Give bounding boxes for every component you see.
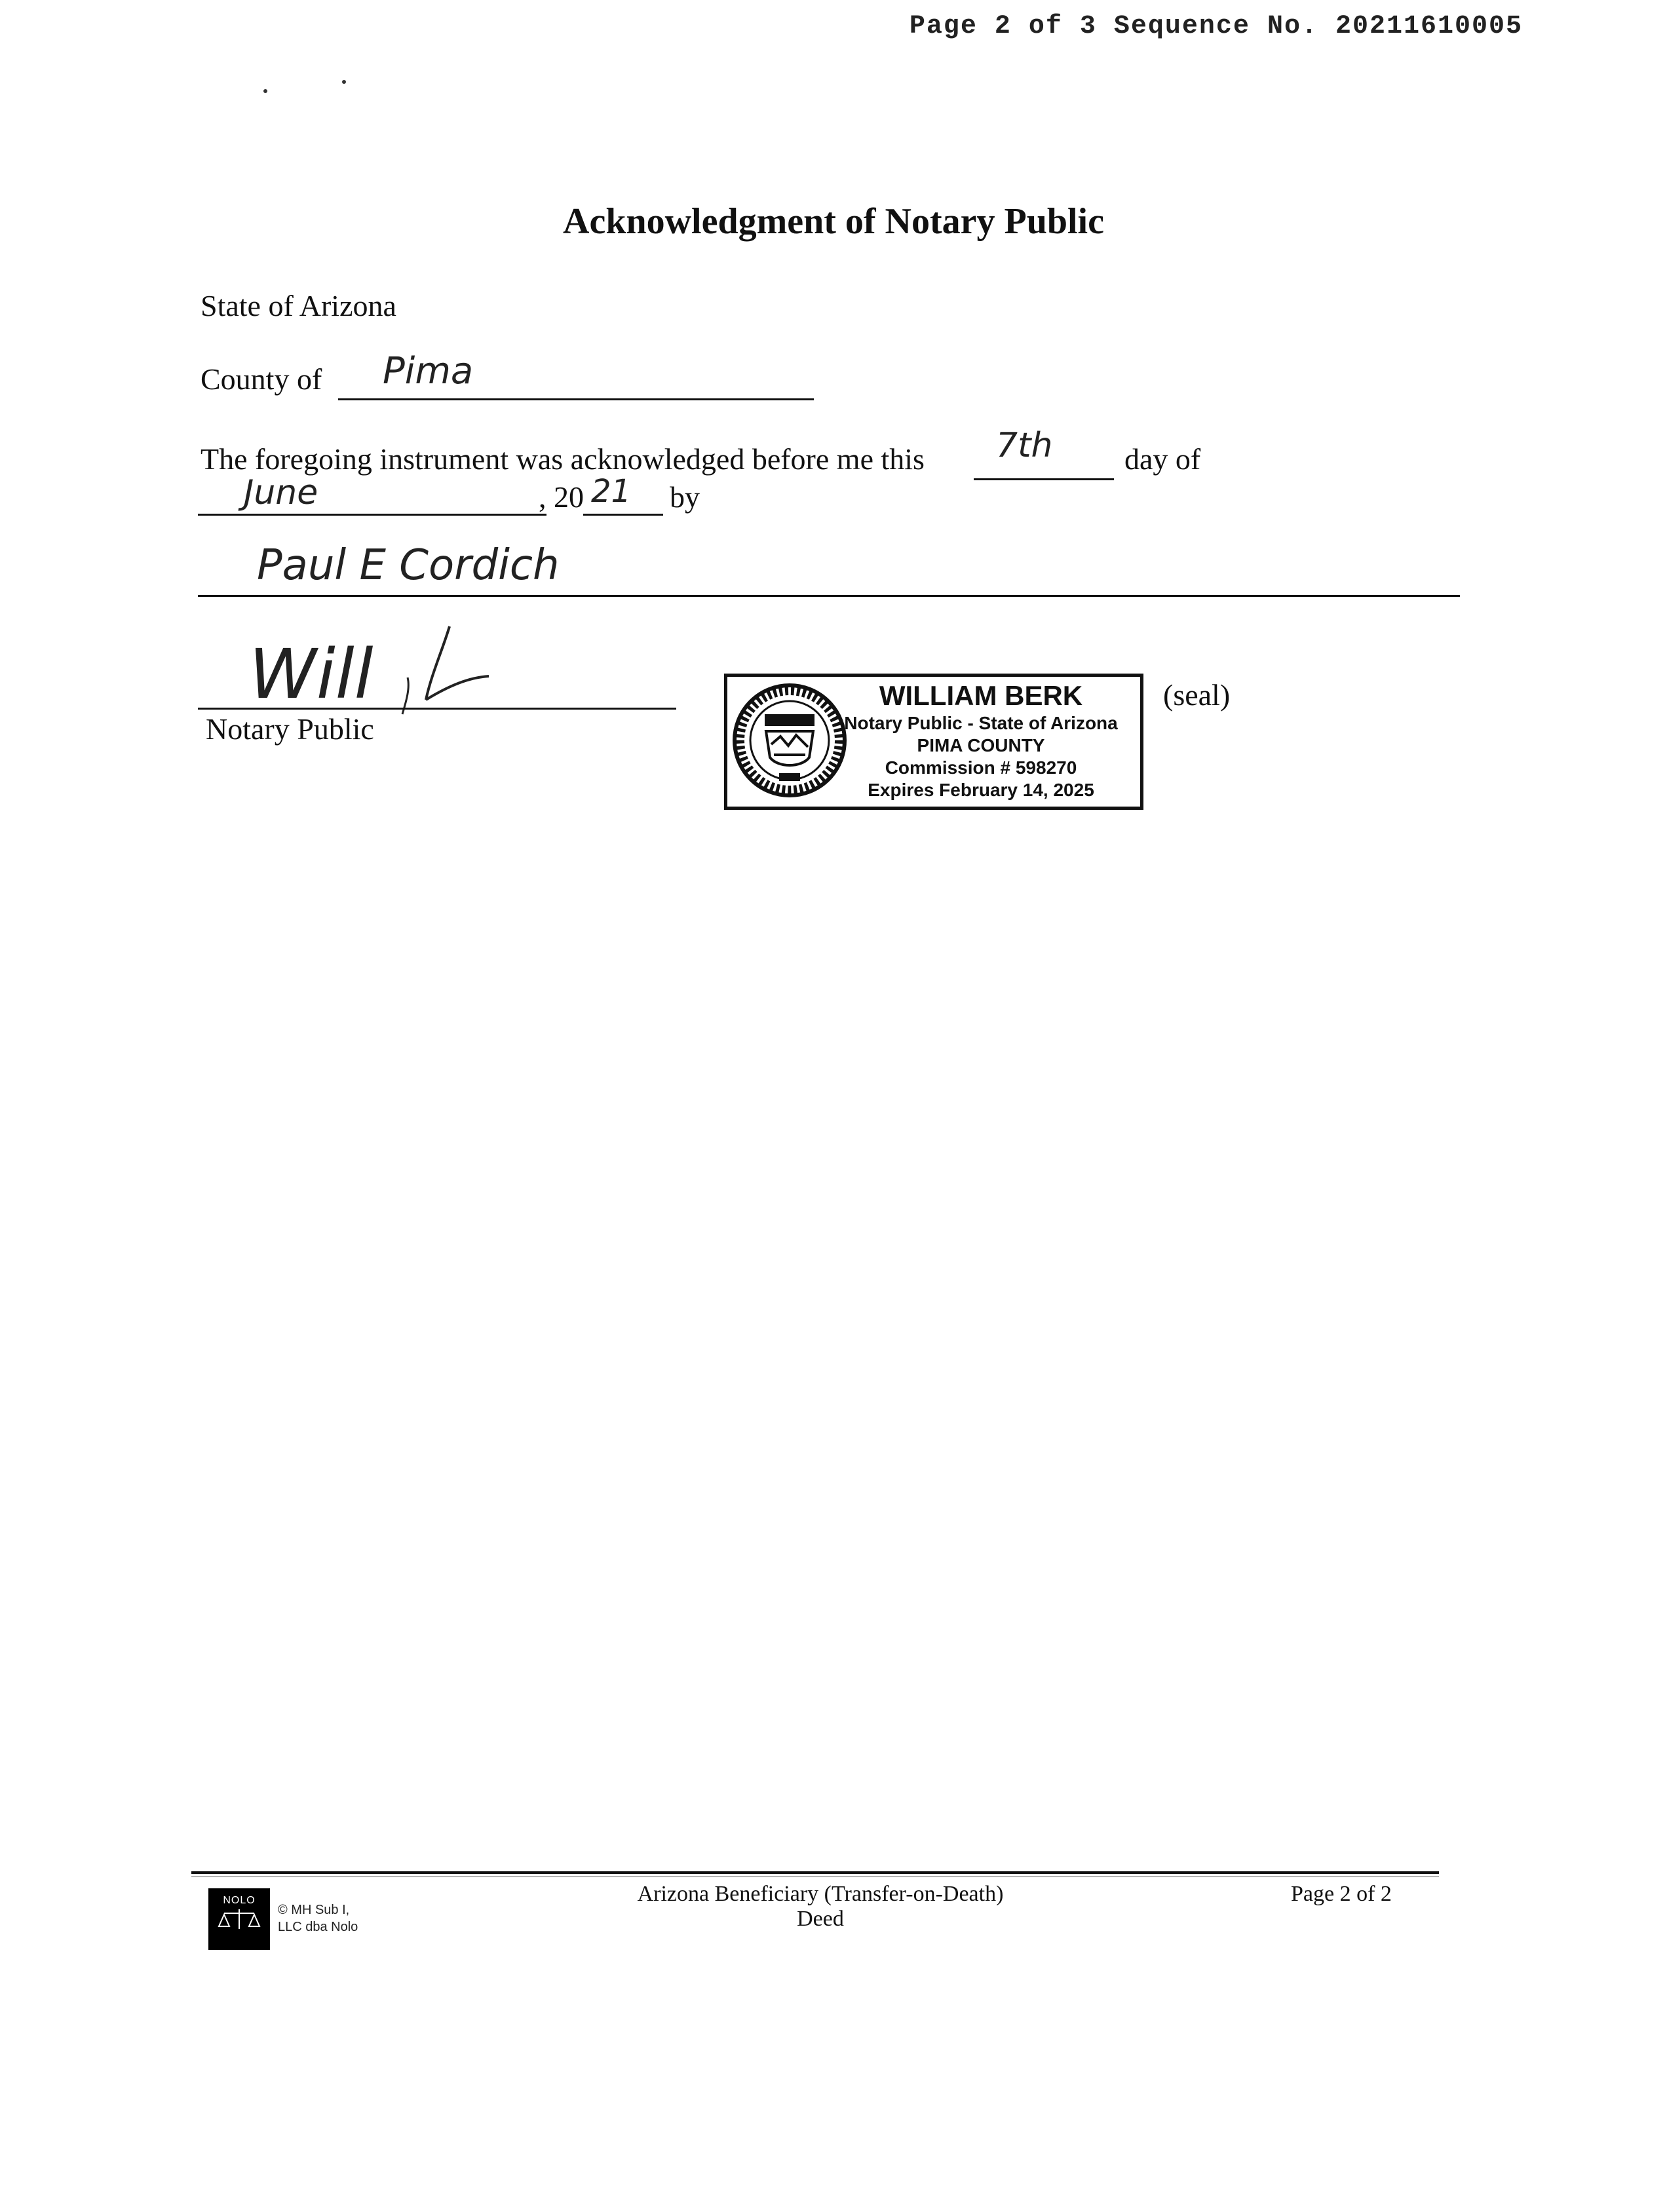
- notary-public-label: Notary Public: [206, 712, 374, 746]
- page-title: Acknowledgment of Notary Public: [563, 201, 1104, 242]
- recording-stamp: Page 2 of 3 Sequence No. 20211610005: [909, 12, 1523, 41]
- year-handwriting: 21: [591, 473, 632, 510]
- acknowledgment-text: The foregoing instrument was acknowledged before me this: [201, 442, 925, 476]
- day-handwriting: 7th: [996, 426, 1053, 465]
- year-prefix: , 20: [539, 480, 584, 514]
- month-handwriting: June: [244, 473, 318, 512]
- notary-stamp-name: WILLIAM BERK: [879, 680, 1083, 711]
- notary-stamp-line: Notary Public - State of Arizona: [844, 713, 1118, 733]
- footer-rule: [191, 1871, 1439, 1874]
- day-of-label: day of: [1124, 442, 1201, 476]
- notary-stamp-line: PIMA COUNTY: [917, 735, 1045, 755]
- county-handwriting: Pima: [383, 350, 474, 392]
- county-label: County of: [201, 362, 322, 396]
- footer-title-line: Arizona Beneficiary (Transfer-on-Death): [637, 1882, 1004, 1906]
- scan-speck: [342, 80, 346, 84]
- copyright-line: © MH Sub I,: [278, 1903, 350, 1917]
- signer-line: [198, 595, 1460, 597]
- state-line: State of Arizona: [201, 289, 396, 322]
- footer-document-title: [571, 1882, 1069, 1932]
- nolo-logo-text: NOLO: [223, 1895, 256, 1906]
- signature-flourish: [391, 622, 502, 721]
- scan-speck: [263, 89, 267, 93]
- seal-label: (seal): [1163, 678, 1231, 712]
- notary-signature-line: [198, 708, 676, 710]
- signer-handwriting: Paul E Cordich: [257, 541, 560, 590]
- notary-stamp-line: Commission # 598270: [885, 757, 1077, 778]
- by-label: by: [670, 480, 700, 514]
- footer-page-number: Page 2 of 2: [1291, 1882, 1392, 1906]
- scales-icon: [216, 1907, 262, 1933]
- notary-stamp-line: Expires February 14, 2025: [868, 780, 1094, 800]
- copyright-line: LLC dba Nolo: [278, 1920, 358, 1934]
- footer-title-line: Deed: [797, 1907, 844, 1931]
- notary-signature-handwriting: Will: [249, 634, 374, 714]
- nolo-logo: [208, 1888, 270, 1950]
